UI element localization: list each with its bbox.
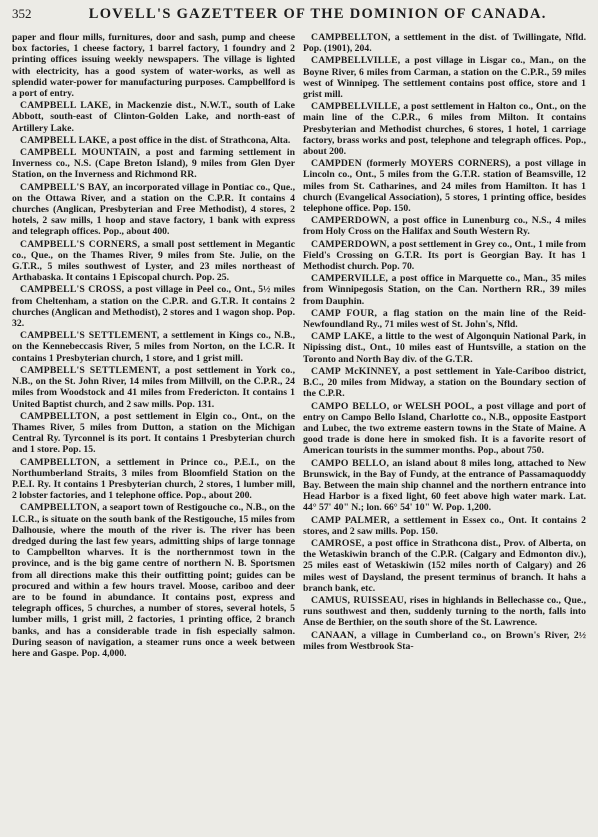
gazetteer-entry	[303, 55, 586, 100]
gazetteer-entry	[303, 273, 586, 307]
entry-text: or WELSH POOL, a post village and port of entry on Campo Bello Island, Charlotte co., N.B., opposite Eastport and Lubec, the two extreme eastern towns in the State of Maine. A good trade is done here in smoked fish. It is a favorite resort of American tourists in the summer months. Pop., about 750.	[303, 400, 587, 457]
entry-text: paper and flour mills, furnitures, door and sash, pump and cheese box factories, 1 cheese factory, 1 barrel factory, 1 foundry and 2 printing offices issuing weekly newspapers. The village is lighted with electricity, has a good system of water-works, as well as splendid water-power for manufacturing purposes. Campbellford is a port of entry.	[12, 32, 295, 100]
entry-text: a post settlement in Yale-Cariboo district, B.C., 20 miles from Midway, a station on the Boundary section of the C.P.R.	[303, 365, 586, 400]
gazetteer-entry	[12, 502, 295, 659]
gazetteer-entry	[12, 32, 295, 99]
gazetteer-entry	[12, 411, 295, 456]
entry-headword: CAMPBELL'S BAY,	[20, 181, 110, 193]
entry-headword: CAMPERDOWN,	[311, 215, 390, 227]
entry-headword: CAMPBELLVILLE,	[311, 101, 401, 113]
entry-headword: CAMPO BELLO,	[311, 457, 390, 469]
entry-headword: CAMP McKINNEY,	[311, 365, 401, 377]
entry-headword: CANAAN,	[311, 629, 357, 641]
entry-text: rises in highlands in Bellechasse co., Que., runs southwest and then, suddenly turning to the north, falls into Anse de Berthier, on the south shore of the St. Lawrence.	[303, 594, 586, 629]
gazetteer-entry	[12, 239, 295, 284]
entry-text: a settlement in the dist. of Twillingate, Nfld. Pop. (1901), 204.	[303, 32, 586, 55]
gazetteer-entry	[303, 101, 586, 157]
entry-text: a seaport town of Restigouche co., N.B., on the I.C.R., is situate on the south bank of the Restigouche, 15 miles from Dalhousie, where the mouth of the river is. The river has been dredged during the last few years, admitting ships of large tonnage to Campbellton wharves. It is the northernmost town in the province, and is the big game centre of northern N. B. Sportsmen from all directions make this their outfitting point; guides can be procured and within a few hours travel. Moose, cariboo and deer are to be found in abundance. It contains post, express and telegraph offices, 5 churches, a number of stores, several hotels, 5 lumber mills, 1 grist mill, 2 factories, 1 printing office, 2 branch banks, and has a considerable trade in fish especially salmon. During season of navigation, a steamer runs once a week between here and Gaspe. Pop. 4,000.	[12, 502, 295, 659]
entry-text: an incorporated village in Pontiac co., Que., on the Ottawa River, and a station on the C.P.R. It contains 4 churches (Anglican, Presbyterian and Free Methodist), 4 stores, 2 hotels, 2 saw mills, 1 hoop and stave factory, 1 bank with express and telegraph offices. Pop., about 400.	[12, 181, 295, 238]
entry-headword: CAMPBELL'S SETTLEMENT,	[20, 330, 160, 342]
entry-text: (formerly MOYERS CORNERS), a post village in Lincoln co., Ont., 5 miles from the G.T.R. station of Beamsville, 12 miles from St. Catharines, and 24 miles from Hamilton. It has 1 church (Evangelical Association), 5 stores, 1 printing office, besides telephone office. Pop. 150.	[303, 158, 586, 215]
gazetteer-entry	[303, 308, 586, 330]
gazetteer-entry	[12, 284, 295, 329]
entry-headword: CAMP LAKE,	[311, 331, 375, 343]
gazetteer-entry	[303, 458, 586, 514]
entry-headword: CAMP PALMER,	[311, 514, 390, 526]
entry-text: a settlement in Essex co., Ont. It contains 2 stores, and 2 saw mills. Pop. 150.	[303, 514, 586, 537]
entry-text: a post village in Peel co., Ont., 5½ miles from Cheltenham, a station on the C.P.R. and G.T.R. It contains 2 churches (Anglican and Methodist), 2 stores and 1 wagon shop. Pop. 32.	[12, 284, 295, 330]
gazetteer-entry	[303, 215, 586, 237]
page-header	[12, 6, 586, 30]
entry-headword: CAMPBELL'S CROSS,	[20, 284, 125, 296]
entry-headword: CAMPBELL'S CORNERS,	[20, 238, 141, 250]
entry-text: a post and farming settlement in Inverness co., N.S. (Cape Breton Island), 9 miles from Glen Dyer Station, on the Inverness and Richmond RR.	[12, 147, 295, 181]
gazetteer-entry	[303, 158, 586, 214]
entry-headword: CAMPBELLVILLE,	[311, 55, 401, 67]
entry-text: a small post settlement in Megantic co., Que., on the Thames River, 9 miles from Ste. Julie, on the G.T.R., 5 miles southwest of Lyster, and 23 miles northeast of Arthabaska. It contains 1 Episcopal church. Pop. 25.	[12, 238, 295, 284]
left-column	[12, 32, 295, 660]
entry-headword: CAMPBELL LAKE,	[20, 100, 112, 112]
entry-headword: CAMP FOUR,	[311, 307, 378, 319]
gazetteer-entry	[12, 147, 295, 181]
entry-text: a little to the west of Algonquin National Park, in Nipissing dist., Ont., 10 miles east of Huntsville, a station on the Toronto and North Bay div. of the G.T.R.	[303, 331, 586, 365]
entry-text: a post settlement in Elgin co., Ont., on the Thames River, 5 miles from Dutton, a station on the Michigan Central Ry. Tyrconnel is its port. It contains 1 Presbyterian church and 1 store. Pop. 15.	[12, 410, 295, 456]
gazetteer-entry	[303, 630, 586, 652]
gazetteer-entry	[12, 330, 295, 364]
page-number: 352	[12, 6, 32, 21]
gazetteer-entry	[12, 182, 295, 238]
entry-text: a settlement in Prince co., P.E.I., on the Northumberland Straits, 3 miles from Bloomfield Station on the P.E.I. Ry. It contains 1 Presbyterian church, 2 stores, 1 lumber mill, 2 lobster factories, and 1 telephone office. Pop., about 200.	[12, 456, 295, 502]
gazetteer-entry	[303, 515, 586, 537]
entry-headword: CAMPERDOWN,	[311, 238, 390, 250]
right-column	[303, 32, 586, 660]
gazetteer-entry	[12, 100, 295, 134]
gazetteer-entry	[303, 366, 586, 400]
entry-text: a post office in Lunenburg co., N.S., 4 miles from Holy Cross on the Halifax and South Western Ry.	[303, 215, 586, 238]
columns	[12, 32, 586, 660]
entry-headword: CAMPBELLTON,	[20, 410, 100, 422]
entry-headword: CAMPBELL'S SETTLEMENT,	[20, 364, 161, 376]
gazetteer-entry	[303, 595, 586, 629]
entry-text: a post settlement in Halton co., Ont., on the main line of the C.P.R., 6 miles from Milton. It contains Presbyterian and Methodist churches, 6 stores, 1 hotel, 1 carriage factory, brass works and post, telephone and telegraph offices. Pop., about 200.	[303, 101, 586, 158]
entry-text: in Mackenzie dist., N.W.T., south of Lake Abbott, south-east of Clinton-Golden Lake, and north-east of Artillery Lake.	[12, 100, 295, 134]
entry-text: a post village in Lisgar co., Man., on the Boyne River, 6 miles from Carman, a station on the C.P.R., 59 miles west of Winnipeg. The settlement contains post office, store and 1 grist mill.	[303, 55, 586, 101]
gazetteer-entry	[12, 365, 295, 410]
entry-text: an island about 8 miles long, attached to New Brunswick, in the Bay of Fundy, at the entrance of Passamaquoddy Bay. Between the main ship channel and the northern entrance into Head Harbor is a fixed light, 60 feet above high water mark. Lat. 44° 57' 40" N.; lon. 66° 54' 10" W. Pop. 1,200.	[303, 457, 587, 514]
entry-text: a settlement in Kings co., N.B., on the Kennebeccasis River, 5 miles from Norton, on the I.C.R. It contains 1 Presbyterian church, 1 store, and 1 grist mill.	[12, 330, 296, 364]
entry-text: a flag station on the main line of the Reid-Newfoundland Ry., 71 miles west of St. John's, Nfld.	[303, 307, 586, 331]
entry-text: a post office in Strathcona dist., Prov. of Alberta, on the Wetaskiwin branch of the C.P.R. (Calgary and Edmonton div.), 25 miles east of Wetaskiwin (152 miles north of Calgary) and 26 miles west of Daysland, the present terminus of branch. It hahs a branch bank, etc.	[303, 537, 586, 594]
gazetteer-entry	[12, 457, 295, 502]
page-title: LOVELL'S GAZETTEER OF THE DOMINION OF CANADA.	[88, 6, 547, 22]
entry-text: a village in Cumberland co., on Brown's River, 2½ miles from Westbrook Sta-	[303, 629, 586, 652]
entry-headword: CAMUS, RUISSEAU,	[311, 594, 407, 606]
entry-text: a post settlement in York co., N.B., on the St. John River, 14 miles from Millvill, on the C.P.R., 24 miles from Woodstock and 41 miles from Fredericton. It contains 1 United Baptist church, and 2 saw mills. Pop. 131.	[12, 364, 296, 410]
entry-text: a post settlement in Grey co., Ont., 1 mile from Field's Crossing on G.T.R. Its port is Georgian Bay. It has 1 Methodist church. Pop. 70.	[303, 238, 586, 273]
gazetteer-entry	[303, 32, 586, 54]
entry-headword: CAMROSE,	[311, 537, 365, 549]
entry-headword: CAMPBELL MOUNTAIN,	[20, 147, 141, 159]
entry-text: a post office in Marquette co., Man., 35 miles from Winnipegosis Station, on the Can. Northern RR., 39 miles from Dauphin.	[303, 273, 586, 307]
entry-headword: CAMPBELLTON,	[311, 32, 391, 43]
entry-headword: CAMPBELL LAKE,	[20, 134, 110, 146]
gazetteer-entry	[303, 538, 586, 594]
entry-headword: CAMPBELLTON,	[20, 456, 100, 468]
gazetteer-entry	[12, 135, 295, 146]
entry-headword: CAMPERVILLE,	[311, 273, 389, 285]
entry-headword: CAMPBELLTON,	[20, 502, 100, 514]
entry-text: a post office in the dist. of Strathcona, Alta.	[109, 134, 291, 146]
gazetteer-entry	[303, 331, 586, 365]
gazetteer-entry	[303, 401, 586, 457]
gazetteer-entry	[303, 239, 586, 273]
entry-headword: CAMPO BELLO,	[311, 400, 390, 412]
entry-headword: CAMPDEN	[311, 158, 362, 170]
